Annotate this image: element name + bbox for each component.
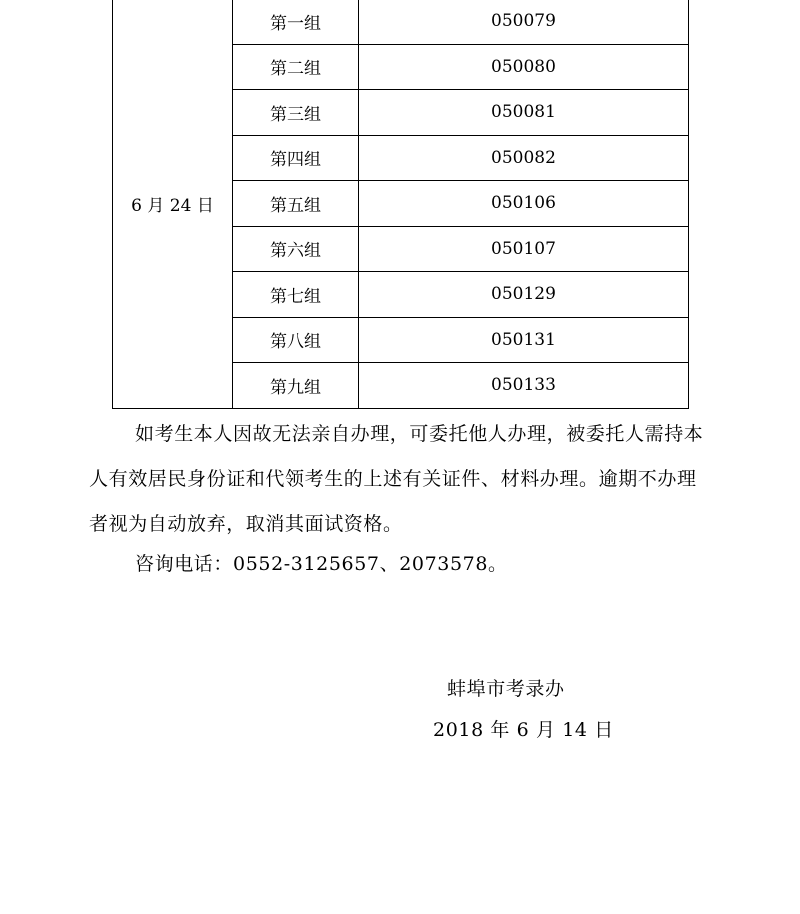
- proxy-notice-paragraph: [89, 412, 713, 547]
- position-code-cell: 050082: [359, 135, 689, 181]
- contact-paragraph: [89, 542, 713, 587]
- position-code-cell: 050079: [359, 0, 689, 44]
- issuing-organization: 蚌埠市考录办: [447, 678, 565, 700]
- group-cell: 第一组: [233, 0, 359, 44]
- interview-schedule-table: [112, 0, 689, 409]
- group-cell: 第七组: [233, 272, 359, 318]
- table-row: [113, 0, 689, 44]
- date-cell: 6 月 24 日: [113, 0, 233, 408]
- position-code-cell: 050080: [359, 44, 689, 90]
- group-cell: 第五组: [233, 181, 359, 227]
- contact-phone-text: 咨询电话：0552-3125657、2073578。: [135, 553, 508, 575]
- position-code-cell: 050107: [359, 226, 689, 272]
- group-cell: 第四组: [233, 135, 359, 181]
- group-cell: 第三组: [233, 90, 359, 136]
- position-code-cell: 050081: [359, 90, 689, 136]
- position-code-cell: 050106: [359, 181, 689, 227]
- group-cell: 第九组: [233, 363, 359, 409]
- group-cell: 第六组: [233, 226, 359, 272]
- position-code-cell: 050131: [359, 317, 689, 363]
- proxy-notice-text: 如考生本人因故无法亲自办理，可委托他人办理，被委托人需持本人有效居民身份证和代领考生的上述有关证件、材料办理。逾期不办理者视为自动放弃，取消其面试资格。: [89, 423, 704, 535]
- position-code-cell: 050129: [359, 272, 689, 318]
- group-cell: 第八组: [233, 317, 359, 363]
- position-code-cell: 050133: [359, 363, 689, 409]
- group-cell: 第二组: [233, 44, 359, 90]
- issue-date: 2018 年 6 月 14 日: [433, 719, 614, 741]
